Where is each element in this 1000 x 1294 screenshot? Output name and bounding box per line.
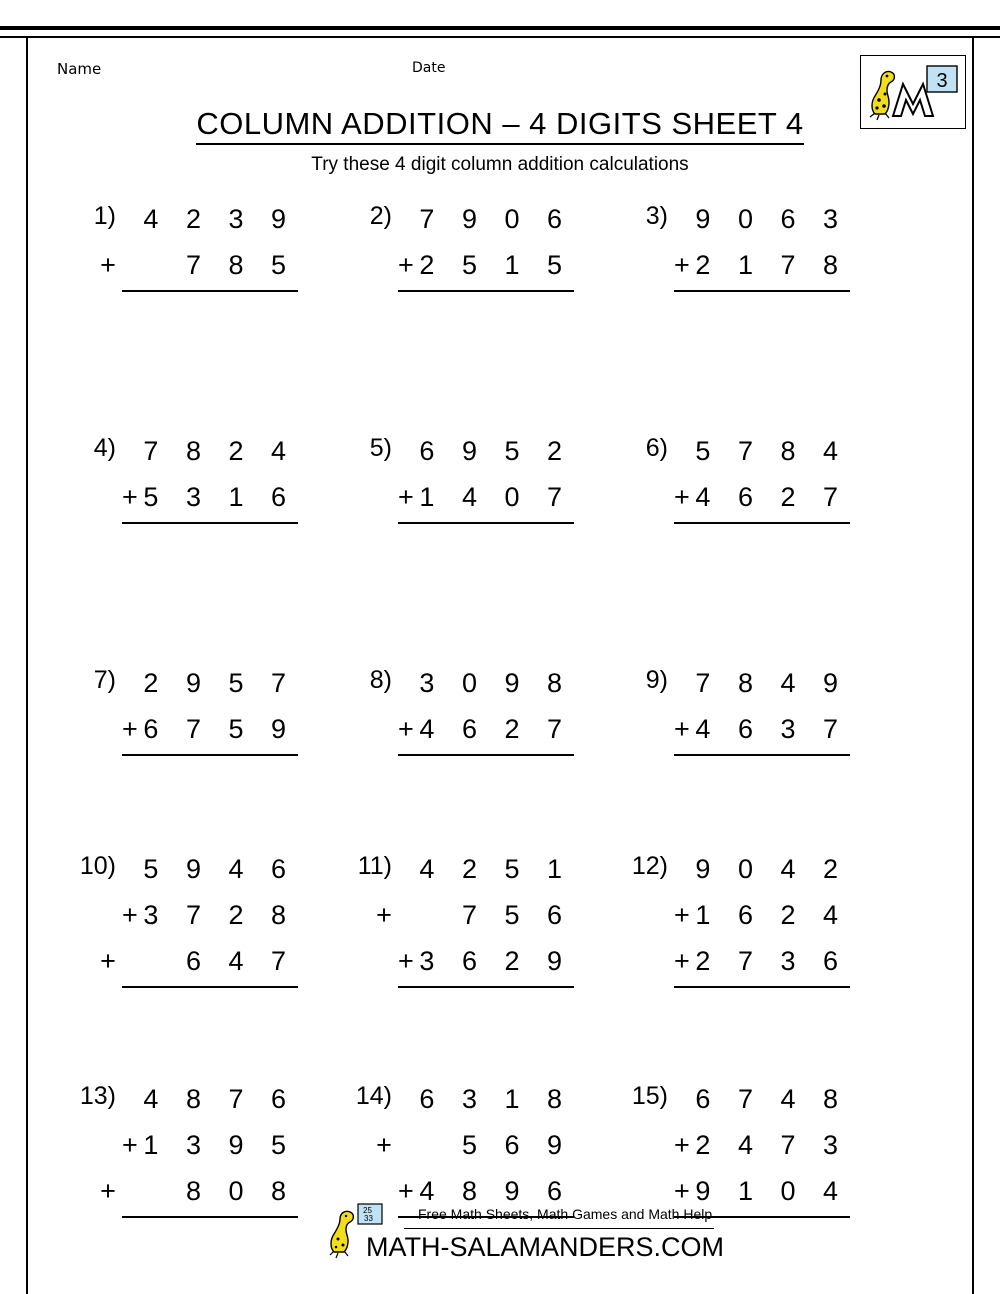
- problem-stack: [674, 660, 850, 756]
- problem-10: [60, 846, 336, 988]
- plus-sign: +: [398, 1175, 414, 1206]
- problem-3: [612, 196, 888, 292]
- addend-digits: 7 9 0 6: [419, 203, 572, 234]
- addend-digits: 4 6 3 7: [695, 713, 848, 744]
- addend-digits: 5 6 9: [391, 1129, 572, 1160]
- plus-sign: +: [398, 713, 414, 744]
- problem-2: [336, 196, 612, 292]
- problem-row: [60, 846, 940, 988]
- page-left-border: [26, 38, 28, 1294]
- addend-line: [122, 846, 298, 892]
- addend-digits: 2 7 3 6: [695, 945, 848, 976]
- logo-level-number: 3: [936, 70, 948, 92]
- plus-sign: +: [398, 945, 414, 976]
- problem-cell: [336, 428, 612, 524]
- addend-digits: 5 9 4 6: [143, 853, 296, 884]
- addend-digits: 3 0 9 8: [419, 667, 572, 698]
- addend-line: [376, 892, 574, 938]
- footer-salamander-logo-icon: [322, 1200, 392, 1262]
- addend-line: [100, 938, 298, 984]
- problem-6: [612, 428, 888, 524]
- problem-number: 15): [631, 1082, 668, 1110]
- addend-line: [674, 706, 850, 752]
- addend-digits: 9 1 0 4: [695, 1175, 848, 1206]
- plus-sign: +: [376, 1129, 392, 1160]
- addend-digits: 6 3 1 8: [419, 1083, 572, 1114]
- addend-line: [674, 938, 850, 984]
- problem-5: [336, 428, 612, 524]
- plus-sign: +: [674, 249, 690, 280]
- plus-sign: +: [398, 481, 414, 512]
- problem-cell: [60, 846, 336, 988]
- date-label: Date: [412, 60, 446, 76]
- plus-sign: +: [100, 1175, 116, 1206]
- addend-line: [674, 196, 850, 242]
- addend-digits: 2 5 1 5: [419, 249, 572, 280]
- addend-line: [122, 660, 298, 706]
- problem-number: 2): [369, 202, 392, 230]
- svg-text:33: 33: [364, 1214, 373, 1223]
- problem-cell: [612, 846, 888, 988]
- problem-stack: [674, 846, 850, 988]
- problem-number: 3): [645, 202, 668, 230]
- problem-number: 10): [79, 852, 116, 880]
- addend-line: [674, 242, 850, 288]
- addend-digits: 1 3 9 5: [143, 1129, 296, 1160]
- svg-text:25: 25: [363, 1206, 372, 1215]
- page-title: COLUMN ADDITION – 4 DIGITS SHEET 4: [0, 106, 1000, 142]
- plus-sign: +: [122, 481, 138, 512]
- addend-digits: 1 4 0 7: [419, 481, 572, 512]
- plus-sign: +: [674, 1175, 690, 1206]
- plus-sign: +: [376, 899, 392, 930]
- problem-8: [336, 660, 612, 756]
- page-subtitle: Try these 4 digit column addition calculations: [311, 154, 689, 175]
- problem-cell: [60, 428, 336, 524]
- addend-digits: 4 6 2 7: [419, 713, 572, 744]
- addend-line: [398, 660, 574, 706]
- addend-line: [674, 428, 850, 474]
- addend-line: [674, 892, 850, 938]
- addend-digits: 9 0 4 2: [695, 853, 848, 884]
- problem-row: [60, 196, 940, 292]
- problems-grid: [60, 196, 940, 1218]
- answer-rule: [122, 290, 298, 292]
- problem-stack: [122, 660, 298, 756]
- problem-stack: [398, 660, 574, 756]
- addend-digits: 3 7 2 8: [143, 899, 296, 930]
- addend-digits: 6 4 7: [115, 945, 296, 976]
- addend-digits: 4 2 3 9: [143, 203, 296, 234]
- problem-number: 9): [645, 666, 668, 694]
- answer-rule: [398, 290, 574, 292]
- addend-digits: 6 9 5 2: [419, 435, 572, 466]
- addend-line: [376, 1122, 574, 1168]
- plus-sign: +: [674, 899, 690, 930]
- addend-digits: 2 4 7 3: [695, 1129, 848, 1160]
- problem-number: 7): [93, 666, 116, 694]
- addend-line: [122, 1076, 298, 1122]
- addend-digits: 7 8 2 4: [143, 435, 296, 466]
- addend-digits: 3 6 2 9: [419, 945, 572, 976]
- answer-rule: [398, 986, 574, 988]
- addend-line: [398, 706, 574, 752]
- problem-cell: [60, 660, 336, 756]
- plus-sign: +: [398, 249, 414, 280]
- problem-stack: [674, 196, 850, 292]
- problem-cell: [612, 660, 888, 756]
- addend-digits: 6 7 5 9: [143, 713, 296, 744]
- problem-number: 13): [79, 1082, 116, 1110]
- footer-tagline: Free Math Sheets, Math Games and Math Help: [418, 1206, 713, 1222]
- addend-digits: 5 7 8 4: [695, 435, 848, 466]
- addend-line: [398, 938, 574, 984]
- problem-9: [612, 660, 888, 756]
- addend-digits: 4 6 2 7: [695, 481, 848, 512]
- problem-1: [60, 196, 336, 292]
- addend-line: [398, 1076, 574, 1122]
- problem-cell: [336, 660, 612, 756]
- page-right-border: [972, 38, 974, 1294]
- plus-sign: +: [674, 713, 690, 744]
- problem-4: [60, 428, 336, 524]
- problem-cell: [612, 196, 888, 292]
- problem-cell: [336, 846, 612, 988]
- addend-line: [122, 428, 298, 474]
- addend-digits: 7 8 4 9: [695, 667, 848, 698]
- addend-digits: 7 8 5: [115, 249, 296, 280]
- problem-12: [612, 846, 888, 988]
- problem-stack: [376, 846, 574, 988]
- plus-sign: +: [122, 1129, 138, 1160]
- answer-rule: [122, 754, 298, 756]
- problem-11: [336, 846, 612, 988]
- addend-digits: 7 5 6: [391, 899, 572, 930]
- plus-sign: +: [122, 713, 138, 744]
- addend-line: [398, 846, 574, 892]
- addend-line: [122, 706, 298, 752]
- addend-digits: 6 7 4 8: [695, 1083, 848, 1114]
- addend-line: [674, 846, 850, 892]
- addend-digits: 2 1 7 8: [695, 249, 848, 280]
- addend-line: [122, 474, 298, 520]
- answer-rule: [122, 986, 298, 988]
- answer-rule: [122, 522, 298, 524]
- answer-rule: [398, 754, 574, 756]
- addend-digits: 4 8 7 6: [143, 1083, 296, 1114]
- addend-line: [674, 1076, 850, 1122]
- problem-number: 6): [645, 434, 668, 462]
- addend-digits: 8 0 8: [115, 1175, 296, 1206]
- plus-sign: +: [674, 1129, 690, 1160]
- addend-line: [398, 428, 574, 474]
- plus-sign: +: [122, 899, 138, 930]
- addend-digits: 1 6 2 4: [695, 899, 848, 930]
- plus-sign: +: [674, 945, 690, 976]
- addend-line: [122, 892, 298, 938]
- addend-line: [398, 474, 574, 520]
- problem-number: 4): [93, 434, 116, 462]
- page-top-border-thin: [0, 36, 1000, 38]
- problem-stack: [398, 428, 574, 524]
- addend-line: [398, 196, 574, 242]
- answer-rule: [674, 290, 850, 292]
- plus-sign: +: [674, 481, 690, 512]
- problem-row: [60, 660, 940, 756]
- answer-rule: [674, 754, 850, 756]
- page-top-border-thick: [0, 26, 1000, 30]
- problem-cell: [336, 196, 612, 292]
- problem-stack: [100, 196, 298, 292]
- answer-rule: [674, 522, 850, 524]
- addend-line: [674, 474, 850, 520]
- answer-rule: [674, 986, 850, 988]
- footer: [0, 1196, 1000, 1286]
- problem-number: 1): [93, 202, 116, 230]
- addend-digits: 4 2 5 1: [419, 853, 572, 884]
- addend-line: [122, 1122, 298, 1168]
- problem-number: 11): [357, 852, 392, 880]
- plus-sign: +: [100, 249, 116, 280]
- footer-divider: [404, 1228, 714, 1229]
- problem-stack: [122, 428, 298, 524]
- problem-7: [60, 660, 336, 756]
- footer-url: MATH-SALAMANDERS.COM: [366, 1232, 725, 1262]
- addend-line: [122, 196, 298, 242]
- problem-row: [60, 428, 940, 524]
- addend-line: [674, 1122, 850, 1168]
- problem-number: 12): [631, 852, 668, 880]
- addend-line: [398, 242, 574, 288]
- problem-number: 14): [355, 1082, 392, 1110]
- problem-number: 5): [369, 434, 392, 462]
- addend-digits: 9 0 6 3: [695, 203, 848, 234]
- addend-line: [100, 242, 298, 288]
- problem-cell: [60, 196, 336, 292]
- addend-digits: 4 8 9 6: [419, 1175, 572, 1206]
- problem-number: 8): [369, 666, 392, 694]
- addend-digits: 5 3 1 6: [143, 481, 296, 512]
- answer-rule: [398, 522, 574, 524]
- problem-stack: [398, 196, 574, 292]
- problem-cell: [612, 428, 888, 524]
- problem-stack: [674, 428, 850, 524]
- addend-digits: 2 9 5 7: [143, 667, 296, 698]
- name-label: Name: [57, 60, 102, 78]
- plus-sign: +: [100, 945, 116, 976]
- addend-line: [674, 660, 850, 706]
- problem-stack: [100, 846, 298, 988]
